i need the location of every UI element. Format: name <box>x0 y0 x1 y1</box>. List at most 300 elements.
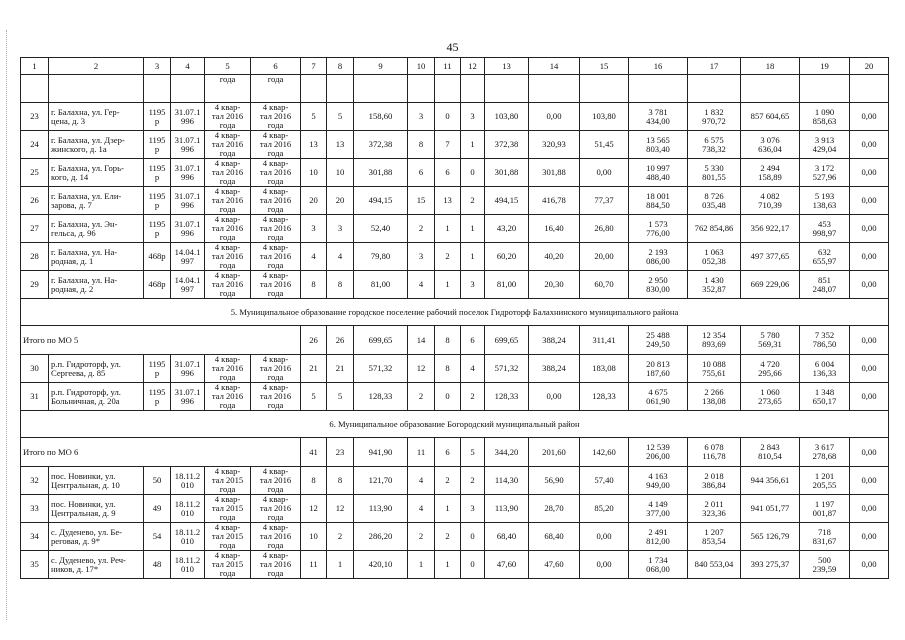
total-apartments-private-cell: 6 <box>435 438 461 467</box>
apartments-municipal-cell: 1 <box>461 243 485 271</box>
area-resettle-cell: 81,00 <box>485 271 529 299</box>
area-total-cell: 121,70 <box>354 467 408 495</box>
apartments-municipal-cell: 1 <box>461 215 485 243</box>
table-row <box>21 131 889 159</box>
area-municipal-cell: 85,20 <box>580 495 629 523</box>
total-budget-local-cell: 7 352 786,50 <box>800 326 850 355</box>
total-extra-funds-cell: 0,00 <box>850 438 889 467</box>
extra-funds-cell: 0,00 <box>850 243 889 271</box>
apartments-private-cell: 2 <box>435 243 461 271</box>
finish-quarter-cell: 4 квар- тал 2016 года <box>251 159 301 187</box>
total-budget-region-cell: 2 843 810,54 <box>741 438 800 467</box>
fund-reform-cell: 762 854,86 <box>688 215 741 243</box>
extra-funds-cell: 0,00 <box>850 271 889 299</box>
area-private-cell: 28,70 <box>529 495 580 523</box>
budget-region-cell: 356 922,17 <box>741 215 800 243</box>
residents-total-cell: 4 <box>301 243 327 271</box>
residents-resettle-cell: 2 <box>327 523 354 551</box>
row-number-cell: 35 <box>21 551 49 579</box>
residents-total-cell: 11 <box>301 551 327 579</box>
area-total-cell: 52,40 <box>354 215 408 243</box>
table-row <box>21 215 889 243</box>
total-extra-funds-cell: 0,00 <box>850 326 889 355</box>
doc-number-cell: 1195 р <box>144 215 171 243</box>
area-private-cell: 20,30 <box>529 271 580 299</box>
cost-total-cell: 13 565 803,40 <box>629 131 688 159</box>
area-private-cell: 416,78 <box>529 187 580 215</box>
doc-date-cell: 18.11.2 010 <box>171 495 205 523</box>
apartments-private-cell: 2 <box>435 523 461 551</box>
area-private-cell: 320,93 <box>529 131 580 159</box>
extra-funds-cell: 0,00 <box>850 467 889 495</box>
table-row <box>21 495 889 523</box>
total-residents-total-cell: 41 <box>301 438 327 467</box>
apartments-private-cell: 13 <box>435 187 461 215</box>
doc-date-cell: 18.11.2 010 <box>171 551 205 579</box>
area-resettle-cell: 60,20 <box>485 243 529 271</box>
column-number: 10 <box>408 58 435 75</box>
apartments-total-cell: 4 <box>408 495 435 523</box>
budget-region-cell: 393 275,37 <box>741 551 800 579</box>
doc-number-cell: 1195 р <box>144 383 171 411</box>
budget-region-cell: 669 229,06 <box>741 271 800 299</box>
residents-resettle-cell: 8 <box>327 467 354 495</box>
area-resettle-cell: 43,20 <box>485 215 529 243</box>
area-total-cell: 81,00 <box>354 271 408 299</box>
fund-reform-cell: 2 266 138,08 <box>688 383 741 411</box>
plan-quarter-cell: 4 квар- тал 2016 года <box>205 131 251 159</box>
area-total-cell: 494,15 <box>354 187 408 215</box>
area-private-cell: 56,90 <box>529 467 580 495</box>
residents-total-cell: 20 <box>301 187 327 215</box>
area-municipal-cell: 51,45 <box>580 131 629 159</box>
budget-region-cell: 944 356,61 <box>741 467 800 495</box>
apartments-private-cell: 0 <box>435 103 461 131</box>
apartments-total-cell: 6 <box>408 159 435 187</box>
doc-number-cell: 468р <box>144 271 171 299</box>
apartments-private-cell: 0 <box>435 383 461 411</box>
finish-quarter-cell: 4 квар- тал 2016 года <box>251 103 301 131</box>
residents-total-cell: 13 <box>301 131 327 159</box>
margin-dots <box>6 30 11 620</box>
doc-number-cell: 1195 р <box>144 355 171 383</box>
extra-funds-cell: 0,00 <box>850 551 889 579</box>
continuation-row <box>21 75 889 103</box>
column-number: 15 <box>580 58 629 75</box>
fund-reform-cell: 1 832 970,72 <box>688 103 741 131</box>
column-number: 19 <box>800 58 850 75</box>
cost-total-cell: 2 193 086,00 <box>629 243 688 271</box>
plan-quarter-cell: 4 квар- тал 2016 года <box>205 355 251 383</box>
total-cost-total-cell: 12 539 206,00 <box>629 438 688 467</box>
column-number: 5 <box>205 58 251 75</box>
budget-region-cell: 497 377,65 <box>741 243 800 271</box>
area-private-cell: 0,00 <box>529 103 580 131</box>
area-private-cell: 68,40 <box>529 523 580 551</box>
finish-quarter-cell: 4 квар- тал 2016 года <box>251 551 301 579</box>
total-area-municipal-cell: 311,41 <box>580 326 629 355</box>
cost-total-cell: 1 573 776,00 <box>629 215 688 243</box>
doc-date-cell: 14.04.1 997 <box>171 243 205 271</box>
doc-date-cell: 18.11.2 010 <box>171 467 205 495</box>
area-total-cell: 158,60 <box>354 103 408 131</box>
extra-funds-cell: 0,00 <box>850 103 889 131</box>
plan-quarter-cell: 4 квар- тал 2016 года <box>205 243 251 271</box>
doc-number-cell: 50 <box>144 467 171 495</box>
row-number-cell: 25 <box>21 159 49 187</box>
fund-reform-cell: 1 430 352,87 <box>688 271 741 299</box>
area-municipal-cell: 26,80 <box>580 215 629 243</box>
total-row <box>21 438 889 467</box>
doc-date-cell: 31.07.1 996 <box>171 103 205 131</box>
page-number: 45 <box>446 40 459 54</box>
column-number: 7 <box>301 58 327 75</box>
section-title: 5. Муниципальное образование городское поселение рабочий поселок Гидроторф Балахнинского муниципального района <box>21 299 889 326</box>
plan-quarter-cell: 4 квар- тал 2016 года <box>205 187 251 215</box>
total-budget-region-cell: 5 780 569,31 <box>741 326 800 355</box>
residents-resettle-cell: 4 <box>327 243 354 271</box>
column-number: 2 <box>49 58 144 75</box>
residents-total-cell: 5 <box>301 383 327 411</box>
cost-total-cell: 3 781 434,00 <box>629 103 688 131</box>
budget-region-cell: 4 720 295,66 <box>741 355 800 383</box>
table-row <box>21 243 889 271</box>
total-apartments-municipal-cell: 5 <box>461 438 485 467</box>
apartments-municipal-cell: 3 <box>461 271 485 299</box>
fund-reform-cell: 1 207 853,54 <box>688 523 741 551</box>
budget-local-cell: 1 201 205,55 <box>800 467 850 495</box>
finish-quarter-cell: 4 квар- тал 2016 года <box>251 243 301 271</box>
area-municipal-cell: 77,37 <box>580 187 629 215</box>
fund-reform-cell: 10 088 755,61 <box>688 355 741 383</box>
budget-local-cell: 3 172 527,96 <box>800 159 850 187</box>
finish-quarter-cell: 4 квар- тал 2016 года <box>251 131 301 159</box>
column-number: 16 <box>629 58 688 75</box>
doc-number-cell: 1195 р <box>144 131 171 159</box>
area-resettle-cell: 68,40 <box>485 523 529 551</box>
column-number: 3 <box>144 58 171 75</box>
budget-region-cell: 565 126,79 <box>741 523 800 551</box>
extra-funds-cell: 0,00 <box>850 355 889 383</box>
area-total-cell: 571,32 <box>354 355 408 383</box>
apartments-total-cell: 2 <box>408 523 435 551</box>
total-row <box>21 326 889 355</box>
doc-date-cell: 31.07.1 996 <box>171 187 205 215</box>
apartments-municipal-cell: 0 <box>461 551 485 579</box>
budget-local-cell: 3 913 429,04 <box>800 131 850 159</box>
area-municipal-cell: 103,80 <box>580 103 629 131</box>
area-private-cell: 40,20 <box>529 243 580 271</box>
row-number-cell: 26 <box>21 187 49 215</box>
total-area-resettle-cell: 699,65 <box>485 326 529 355</box>
row-number-cell: 31 <box>21 383 49 411</box>
total-apartments-private-cell: 8 <box>435 326 461 355</box>
apartments-private-cell: 1 <box>435 215 461 243</box>
finish-quarter-cell: 4 квар- тал 2016 года <box>251 355 301 383</box>
cost-total-cell: 4 163 949,00 <box>629 467 688 495</box>
column-number: 17 <box>688 58 741 75</box>
apartments-private-cell: 8 <box>435 355 461 383</box>
doc-number-cell: 1195 р <box>144 159 171 187</box>
doc-number-cell: 49 <box>144 495 171 523</box>
table-row <box>21 467 889 495</box>
area-total-cell: 113,90 <box>354 495 408 523</box>
budget-local-cell: 718 831,67 <box>800 523 850 551</box>
total-area-private-cell: 388,24 <box>529 326 580 355</box>
apartments-total-cell: 4 <box>408 467 435 495</box>
finish-quarter-cell: 4 квар- тал 2016 года <box>251 383 301 411</box>
address-cell: р.п. Гидроторф, ул. Сергеева, д. 85 <box>49 355 144 383</box>
address-cell: г. Балахна, ул. Горь- кого, д. 14 <box>49 159 144 187</box>
area-resettle-cell: 372,38 <box>485 131 529 159</box>
apartments-total-cell: 2 <box>408 383 435 411</box>
extra-funds-cell: 0,00 <box>850 159 889 187</box>
section-header-row <box>21 299 889 326</box>
cost-total-cell: 20 813 187,60 <box>629 355 688 383</box>
apartments-private-cell: 2 <box>435 467 461 495</box>
total-residents-total-cell: 26 <box>301 326 327 355</box>
column-number: 4 <box>171 58 205 75</box>
doc-number-cell: 1195 р <box>144 187 171 215</box>
residents-total-cell: 21 <box>301 355 327 383</box>
total-budget-local-cell: 3 617 278,68 <box>800 438 850 467</box>
area-total-cell: 286,20 <box>354 523 408 551</box>
row-number-cell: 30 <box>21 355 49 383</box>
budget-local-cell: 500 239,59 <box>800 551 850 579</box>
plan-quarter-cell: 4 квар- тал 2015 года <box>205 551 251 579</box>
column-number: 1 <box>21 58 49 75</box>
budget-local-cell: 6 004 136,33 <box>800 355 850 383</box>
finish-quarter-cell: 4 квар- тал 2016 года <box>251 495 301 523</box>
cost-total-cell: 1 734 068,00 <box>629 551 688 579</box>
area-private-cell: 16,40 <box>529 215 580 243</box>
budget-local-cell: 1 197 001,87 <box>800 495 850 523</box>
row-number-cell: 28 <box>21 243 49 271</box>
finish-quarter-cell: 4 квар- тал 2016 года <box>251 467 301 495</box>
extra-funds-cell: 0,00 <box>850 131 889 159</box>
address-cell: пос. Новинки, ул. Центральная, д. 9 <box>49 495 144 523</box>
column-number-row <box>21 58 889 75</box>
apartments-total-cell: 2 <box>408 215 435 243</box>
area-municipal-cell: 0,00 <box>580 523 629 551</box>
address-cell: г. Балахна, ул. На- родная, д. 2 <box>49 271 144 299</box>
area-resettle-cell: 494,15 <box>485 187 529 215</box>
address-cell: г. Балахна, ул. Гер- цена, д. 3 <box>49 103 144 131</box>
area-municipal-cell: 183,08 <box>580 355 629 383</box>
budget-local-cell: 632 655,97 <box>800 243 850 271</box>
address-cell: пос. Новинки, ул. Центральная, д. 10 <box>49 467 144 495</box>
row-number-cell: 32 <box>21 467 49 495</box>
doc-date-cell: 31.07.1 996 <box>171 131 205 159</box>
doc-date-cell: 31.07.1 996 <box>171 215 205 243</box>
residents-resettle-cell: 21 <box>327 355 354 383</box>
residents-resettle-cell: 12 <box>327 495 354 523</box>
section-header-row <box>21 411 889 438</box>
apartments-private-cell: 1 <box>435 495 461 523</box>
address-cell: с. Дуденево, ул. Реч- ников, д. 17* <box>49 551 144 579</box>
row-number-cell: 23 <box>21 103 49 131</box>
address-cell: г. Балахна, ул. Эн- гельса, д. 96 <box>49 215 144 243</box>
column-number: 8 <box>327 58 354 75</box>
table-row <box>21 383 889 411</box>
doc-date-cell: 18.11.2 010 <box>171 523 205 551</box>
residents-total-cell: 10 <box>301 159 327 187</box>
apartments-municipal-cell: 2 <box>461 383 485 411</box>
table-row <box>21 187 889 215</box>
finish-quarter-cell: 4 квар- тал 2016 года <box>251 187 301 215</box>
section-title: 6. Муниципальное образование Богородский муниципальный район <box>21 411 889 438</box>
cont-cell-6: года <box>251 75 301 103</box>
column-number: 14 <box>529 58 580 75</box>
doc-date-cell: 14.04.1 997 <box>171 271 205 299</box>
total-area-total-cell: 941,90 <box>354 438 408 467</box>
doc-date-cell: 31.07.1 996 <box>171 159 205 187</box>
total-area-municipal-cell: 142,60 <box>580 438 629 467</box>
apartments-municipal-cell: 1 <box>461 131 485 159</box>
apartments-total-cell: 15 <box>408 187 435 215</box>
table-row <box>21 551 889 579</box>
area-resettle-cell: 571,32 <box>485 355 529 383</box>
area-municipal-cell: 57,40 <box>580 467 629 495</box>
doc-number-cell: 54 <box>144 523 171 551</box>
apartments-total-cell: 3 <box>408 243 435 271</box>
fund-reform-cell: 840 553,04 <box>688 551 741 579</box>
plan-quarter-cell: 4 квар- тал 2015 года <box>205 467 251 495</box>
area-municipal-cell: 0,00 <box>580 551 629 579</box>
area-total-cell: 301,88 <box>354 159 408 187</box>
extra-funds-cell: 0,00 <box>850 523 889 551</box>
row-number-cell: 24 <box>21 131 49 159</box>
doc-number-cell: 48 <box>144 551 171 579</box>
row-number-cell: 33 <box>21 495 49 523</box>
area-municipal-cell: 0,00 <box>580 159 629 187</box>
area-total-cell: 420,10 <box>354 551 408 579</box>
area-private-cell: 388,24 <box>529 355 580 383</box>
plan-quarter-cell: 4 квар- тал 2016 года <box>205 103 251 131</box>
residents-total-cell: 8 <box>301 271 327 299</box>
address-cell: г. Балахна, ул. На- родная, д. 1 <box>49 243 144 271</box>
fund-reform-cell: 1 063 052,38 <box>688 243 741 271</box>
budget-region-cell: 857 604,65 <box>741 103 800 131</box>
doc-date-cell: 31.07.1 996 <box>171 383 205 411</box>
fund-reform-cell: 8 726 035,48 <box>688 187 741 215</box>
budget-region-cell: 4 082 710,39 <box>741 187 800 215</box>
area-total-cell: 128,33 <box>354 383 408 411</box>
budget-region-cell: 941 051,77 <box>741 495 800 523</box>
extra-funds-cell: 0,00 <box>850 383 889 411</box>
table-row <box>21 271 889 299</box>
area-resettle-cell: 114,30 <box>485 467 529 495</box>
budget-local-cell: 851 248,07 <box>800 271 850 299</box>
budget-region-cell: 2 494 158,89 <box>741 159 800 187</box>
total-apartments-total-cell: 11 <box>408 438 435 467</box>
area-total-cell: 372,38 <box>354 131 408 159</box>
table-row <box>21 103 889 131</box>
apartments-private-cell: 1 <box>435 551 461 579</box>
cost-total-cell: 4 149 377,00 <box>629 495 688 523</box>
cont-cell-5: года <box>205 75 251 103</box>
total-area-total-cell: 699,65 <box>354 326 408 355</box>
residents-resettle-cell: 20 <box>327 187 354 215</box>
column-number: 12 <box>461 58 485 75</box>
residents-resettle-cell: 5 <box>327 103 354 131</box>
area-resettle-cell: 128,33 <box>485 383 529 411</box>
column-number: 13 <box>485 58 529 75</box>
area-private-cell: 301,88 <box>529 159 580 187</box>
plan-quarter-cell: 4 квар- тал 2016 года <box>205 215 251 243</box>
column-number: 20 <box>850 58 889 75</box>
extra-funds-cell: 0,00 <box>850 187 889 215</box>
area-private-cell: 47,60 <box>529 551 580 579</box>
column-number: 18 <box>741 58 800 75</box>
residents-resettle-cell: 10 <box>327 159 354 187</box>
residents-total-cell: 5 <box>301 103 327 131</box>
total-residents-resettle-cell: 26 <box>327 326 354 355</box>
budget-local-cell: 453 998,97 <box>800 215 850 243</box>
housing-table <box>20 57 889 579</box>
extra-funds-cell: 0,00 <box>850 215 889 243</box>
residents-resettle-cell: 1 <box>327 551 354 579</box>
plan-quarter-cell: 4 квар- тал 2016 года <box>205 159 251 187</box>
area-resettle-cell: 103,80 <box>485 103 529 131</box>
cost-total-cell: 10 997 488,40 <box>629 159 688 187</box>
cost-total-cell: 2 950 830,00 <box>629 271 688 299</box>
column-number: 6 <box>251 58 301 75</box>
address-cell: г. Балахна, ул. Дзер- жинского, д. 1а <box>49 131 144 159</box>
total-fund-reform-cell: 12 354 893,69 <box>688 326 741 355</box>
total-apartments-municipal-cell: 6 <box>461 326 485 355</box>
total-apartments-total-cell: 14 <box>408 326 435 355</box>
finish-quarter-cell: 4 квар- тал 2016 года <box>251 215 301 243</box>
apartments-private-cell: 7 <box>435 131 461 159</box>
residents-total-cell: 12 <box>301 495 327 523</box>
total-area-resettle-cell: 344,20 <box>485 438 529 467</box>
apartments-total-cell: 12 <box>408 355 435 383</box>
doc-number-cell: 1195 р <box>144 103 171 131</box>
total-cost-total-cell: 25 488 249,50 <box>629 326 688 355</box>
address-cell: с. Дуденево, ул. Бе- реговая, д. 9* <box>49 523 144 551</box>
total-area-private-cell: 201,60 <box>529 438 580 467</box>
plan-quarter-cell: 4 квар- тал 2016 года <box>205 383 251 411</box>
area-resettle-cell: 113,90 <box>485 495 529 523</box>
apartments-municipal-cell: 0 <box>461 523 485 551</box>
table-row <box>21 355 889 383</box>
apartments-total-cell: 4 <box>408 271 435 299</box>
area-municipal-cell: 20,00 <box>580 243 629 271</box>
residents-total-cell: 3 <box>301 215 327 243</box>
apartments-municipal-cell: 3 <box>461 495 485 523</box>
apartments-private-cell: 1 <box>435 271 461 299</box>
fund-reform-cell: 2 011 323,36 <box>688 495 741 523</box>
extra-funds-cell: 0,00 <box>850 495 889 523</box>
apartments-municipal-cell: 3 <box>461 103 485 131</box>
doc-number-cell: 468р <box>144 243 171 271</box>
budget-local-cell: 5 193 138,63 <box>800 187 850 215</box>
area-resettle-cell: 47,60 <box>485 551 529 579</box>
plan-quarter-cell: 4 квар- тал 2016 года <box>205 271 251 299</box>
apartments-total-cell: 3 <box>408 103 435 131</box>
finish-quarter-cell: 4 квар- тал 2016 года <box>251 271 301 299</box>
apartments-municipal-cell: 0 <box>461 159 485 187</box>
fund-reform-cell: 2 018 386,84 <box>688 467 741 495</box>
apartments-municipal-cell: 4 <box>461 355 485 383</box>
area-total-cell: 79,80 <box>354 243 408 271</box>
total-fund-reform-cell: 6 078 116,78 <box>688 438 741 467</box>
table-row <box>21 159 889 187</box>
total-label: Итого по МО 5 <box>21 326 301 355</box>
finish-quarter-cell: 4 квар- тал 2016 года <box>251 523 301 551</box>
total-label: Итого по МО 6 <box>21 438 301 467</box>
